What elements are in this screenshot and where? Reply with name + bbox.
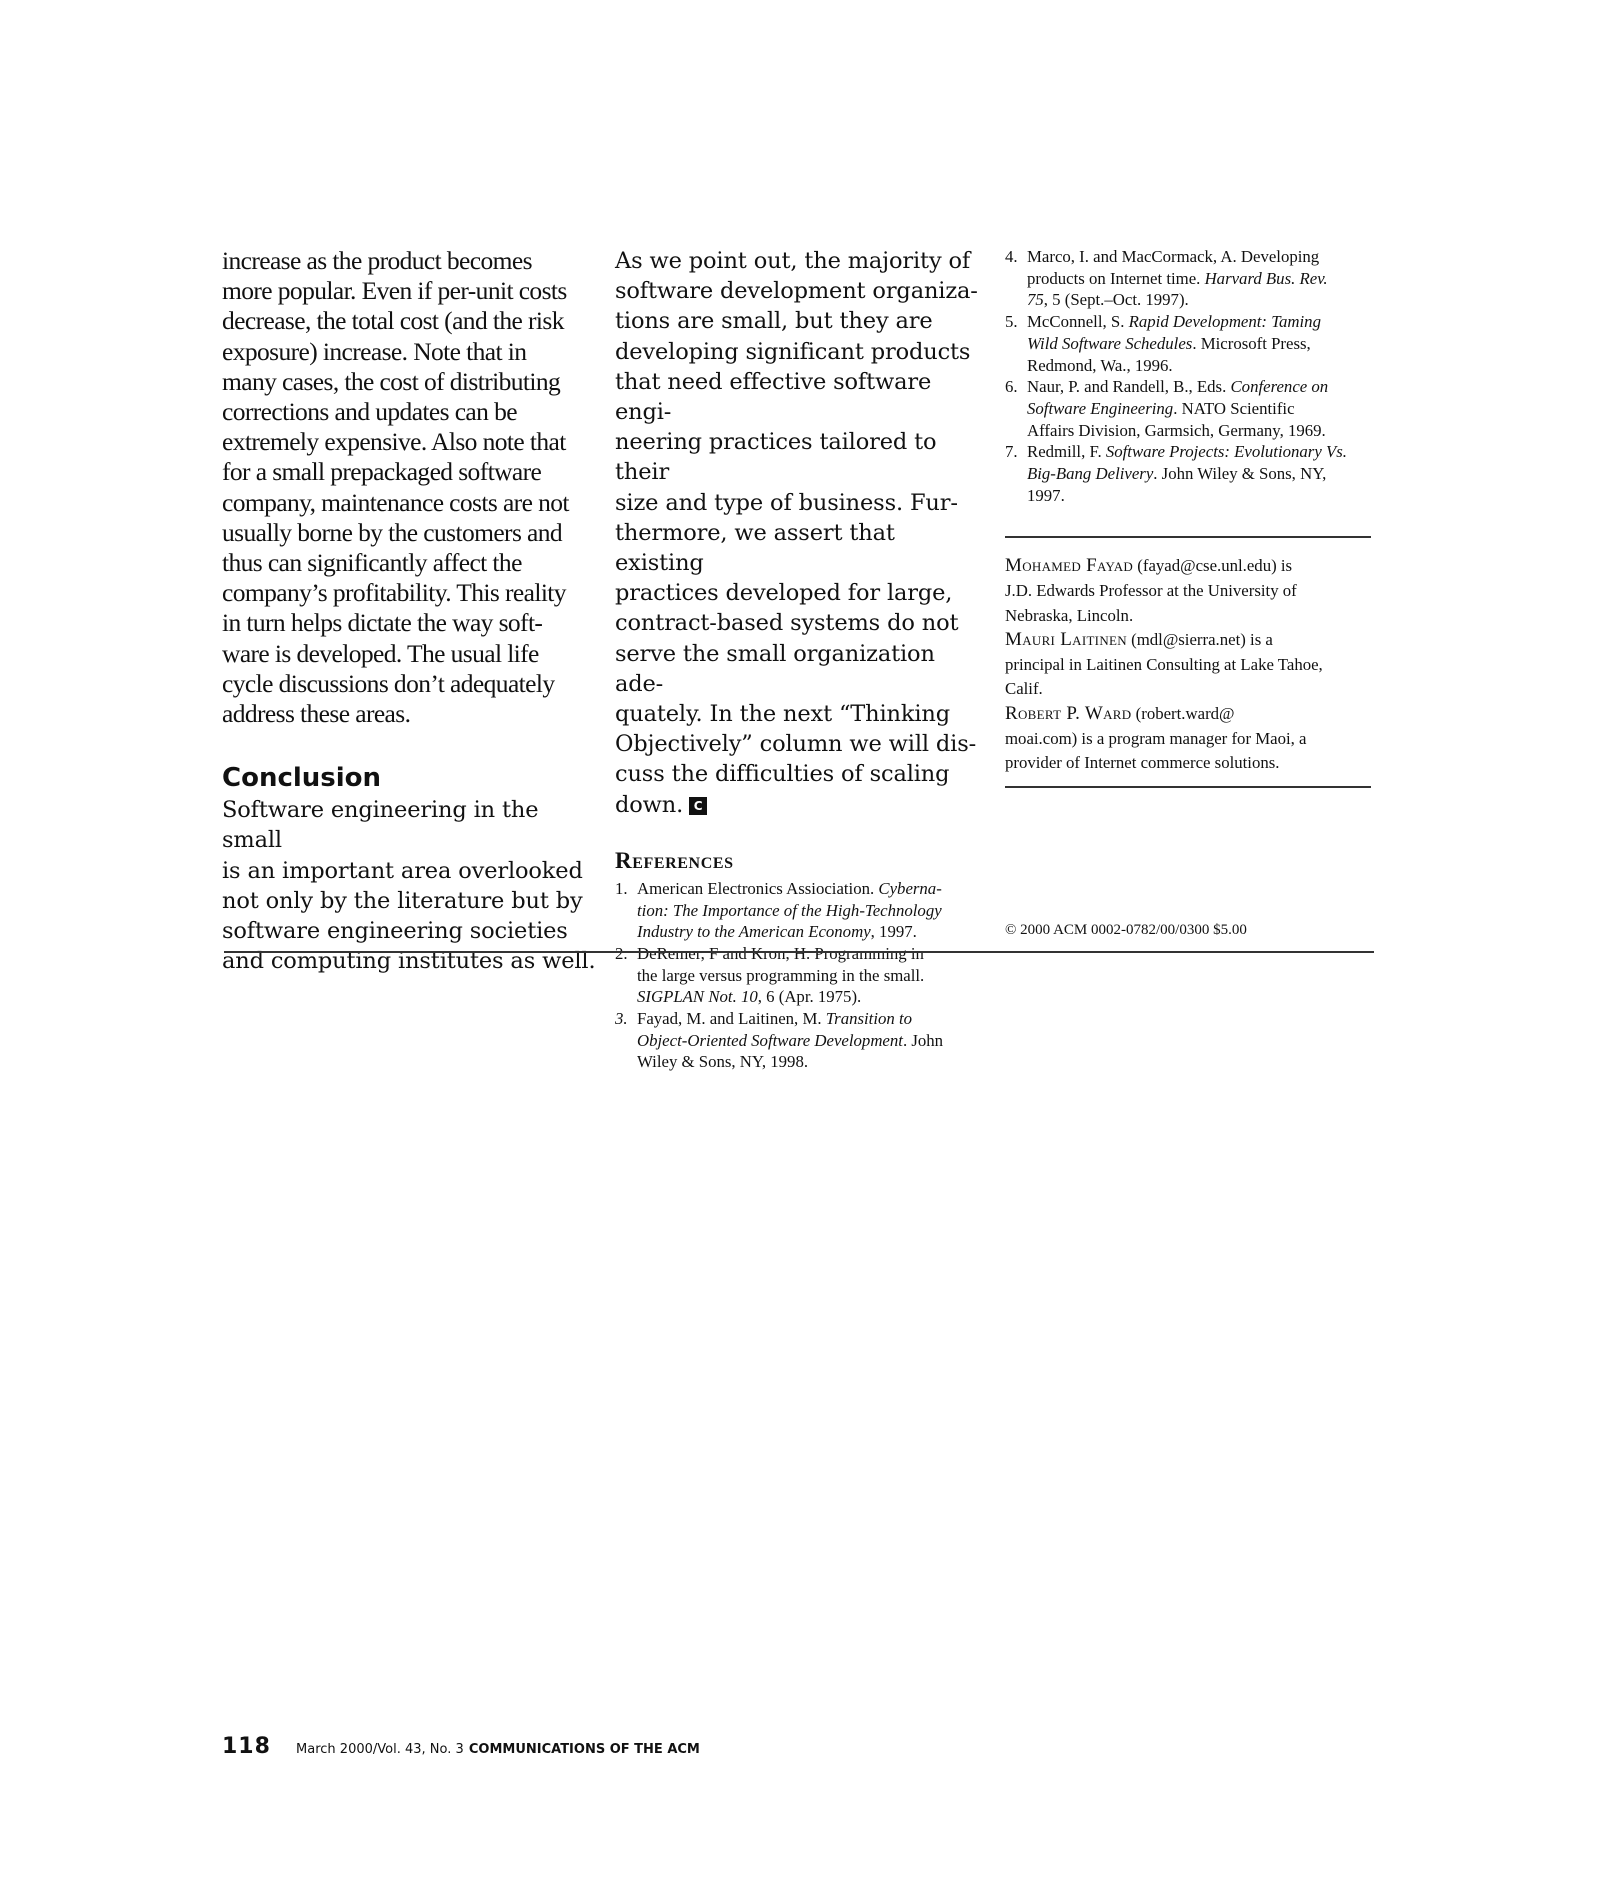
references-heading: References — [615, 847, 734, 873]
text-line: not only by the literature but by — [222, 887, 583, 914]
reference-text: Redmond, Wa., 1996. — [1027, 355, 1173, 375]
reference-text: Naur, P. and Randell, B., Eds. — [1027, 377, 1231, 397]
reference-number: 5. — [1005, 312, 1018, 332]
reference-text: Transition to — [825, 1009, 913, 1029]
author-name: Mohamed Fayad — [1005, 555, 1134, 577]
end-of-article-icon: C — [689, 797, 707, 815]
reference-list — [615, 878, 985, 1073]
reference-text: . John — [902, 1030, 944, 1050]
reference-text: Harvard Bus. Rev. — [1204, 268, 1328, 288]
reference-text: tion: The Importance of the High-Technology — [637, 900, 942, 920]
text-line: company, maintenance costs are not — [222, 487, 569, 517]
bio-text: J.D. Edwards Professor at the University of — [1005, 581, 1297, 601]
reference-text: 75 — [1027, 290, 1044, 310]
text-line: usually borne by the customers and — [222, 517, 563, 547]
reference-text: Industry to the American Economy — [637, 922, 871, 942]
bio-text: provider of Internet commerce solutions. — [1005, 753, 1280, 773]
text-line: software development organiza- — [615, 278, 978, 305]
text-line: developing significant products — [615, 338, 971, 365]
reference-text: Redmill, F. — [1027, 442, 1106, 462]
reference-list-continued — [1005, 246, 1371, 506]
text-line: ware is developed. The usual life — [222, 638, 539, 668]
text-line: practices developed for large, — [615, 580, 953, 607]
text-line: company’s profitability. This reality — [222, 578, 566, 608]
author-name: Mauri Laitinen — [1005, 629, 1127, 651]
reference-text: 1997. — [1027, 485, 1065, 505]
reference-text: Big-Bang Delivery — [1027, 464, 1154, 484]
text-line: in turn helps dictate the way soft- — [222, 608, 543, 638]
page-number: 118 — [222, 1734, 271, 1759]
reference-text: products on Internet time. — [1027, 268, 1205, 288]
reference-item — [1005, 441, 1371, 506]
reference-text: Marco, I. and MacCormack, A. Developing — [1027, 247, 1320, 266]
divider — [1005, 536, 1371, 538]
text-line: more popular. Even if per-unit costs — [222, 276, 567, 306]
text-line: corrections and updates can be — [222, 397, 517, 427]
reference-text: McConnell, S. — [1027, 312, 1129, 332]
text-line: quately. In the next “Thinking — [615, 701, 951, 728]
text-line: contract-based systems do not — [615, 610, 959, 637]
text-line: that need effective software engi- — [615, 368, 932, 426]
reference-text: American Electronics Assiociation. — [637, 878, 879, 898]
text-line: Software engineering in the small — [222, 797, 539, 854]
reference-item — [615, 1008, 985, 1073]
author-name: Robert P. Ward — [1005, 703, 1132, 724]
text-line: Objectively” column we will dis- — [615, 731, 977, 758]
bio-text: (fayad@cse.unl.edu) is — [1133, 556, 1293, 576]
reference-text: Wild Software Schedules — [1027, 333, 1193, 353]
bottom-rule — [224, 951, 1374, 953]
author-bio — [1005, 554, 1371, 628]
column-left — [222, 246, 600, 976]
reference-item — [1005, 311, 1371, 376]
issue-info: March 2000/Vol. 43, No. 3 — [296, 1742, 464, 1757]
reference-text: , 5 (Sept.–Oct. 1997). — [1043, 290, 1189, 310]
reference-text: Software Projects: Evolutionary Vs. — [1105, 442, 1347, 462]
reference-text: Software Engineering — [1027, 398, 1174, 418]
reference-text: . NATO Scientific — [1173, 398, 1295, 418]
text-line: thus can significantly affect the — [222, 548, 522, 578]
reference-text: . Microsoft Press, — [1192, 333, 1311, 353]
text-line: increase as the product becomes — [222, 246, 532, 275]
text-line: serve the small organization ade- — [615, 640, 935, 697]
text-line: extremely expensive. Also note that — [222, 427, 566, 457]
bio-text: principal in Laitinen Consulting at Lake Tahoe, — [1005, 654, 1323, 674]
text-line: address these areas. — [222, 699, 411, 729]
text-line: is an important area overlooked — [222, 857, 583, 884]
reference-item — [615, 878, 985, 943]
reference-number: 7. — [1005, 442, 1018, 462]
journal-name: COMMUNICATIONS OF THE ACM — [468, 1742, 700, 1757]
reference-text: the large versus programming in the small. — [637, 965, 925, 985]
reference-text: Cyberna- — [878, 878, 942, 898]
bio-text: moai.com) is a program manager for Maoi, a — [1005, 728, 1307, 748]
reference-text: . John Wiley & Sons, NY, — [1153, 464, 1327, 484]
reference-number: 6. — [1005, 377, 1018, 397]
reference-text: , 6 (Apr. 1975). — [757, 987, 862, 1007]
reference-text: Conference on — [1230, 377, 1329, 397]
reference-text: , 1997. — [870, 922, 917, 942]
reference-text: Object-Oriented Software Development — [637, 1030, 903, 1050]
reference-text: SIGPLAN Not. 10 — [637, 987, 758, 1007]
reference-text: Affairs Division, Garmsich, Germany, 1969. — [1027, 420, 1326, 440]
reference-number: 1. — [615, 878, 628, 898]
conclusion-paragraph — [222, 795, 600, 976]
section-heading: Conclusion — [222, 763, 382, 794]
reference-number: 4. — [1005, 247, 1018, 266]
bio-text: (mdl@sierra.net) is a — [1126, 630, 1273, 650]
text-line: neering practices tailored to their — [615, 429, 937, 486]
text-line: thermore, we assert that existing — [615, 519, 895, 577]
bio-text: Calif. — [1005, 679, 1043, 699]
reference-item — [1005, 376, 1371, 441]
reference-item — [1005, 246, 1371, 311]
text-line: size and type of business. Fur- — [615, 489, 958, 516]
column-right — [1005, 246, 1371, 788]
text-line: cycle discussions don’t adequately — [222, 668, 555, 698]
reference-text: Rapid Development: Taming — [1128, 312, 1321, 332]
text-line: decrease, the total cost (and the risk — [222, 306, 564, 336]
column-middle — [615, 246, 985, 1073]
author-bio — [1005, 628, 1371, 702]
author-bios — [1005, 554, 1371, 775]
text-line: down. — [615, 791, 684, 818]
copyright-notice: © 2000 ACM 0002-0782/00/0300 $5.00 — [1005, 922, 1247, 938]
reference-text: Fayad, M. and Laitinen, M. — [637, 1009, 826, 1029]
text-line: As we point out, the majority of — [615, 248, 971, 274]
text-line: many cases, the cost of distributing — [222, 366, 561, 396]
bio-text: (robert.ward@ — [1131, 704, 1235, 723]
text-line: and computing institutes as well. — [222, 948, 596, 975]
reference-number: 2. — [615, 943, 628, 963]
text-line: software engineering societies — [222, 918, 568, 945]
body-paragraph — [615, 246, 985, 820]
text-line: tions are small, but they are — [615, 308, 933, 335]
body-paragraph — [222, 246, 600, 729]
text-line: cuss the difficulties of scaling — [615, 761, 950, 788]
reference-text: DeRemer, F and Kron, H. Programming in — [637, 943, 924, 963]
text-line: exposure) increase. Note that in — [222, 336, 527, 366]
divider — [1005, 786, 1371, 788]
reference-text: Wiley & Sons, NY, 1998. — [637, 1052, 809, 1072]
bio-text: Nebraska, Lincoln. — [1005, 605, 1134, 625]
page-footer — [222, 1734, 700, 1759]
reference-number: 3. — [615, 1009, 628, 1029]
author-bio — [1005, 702, 1371, 776]
text-line: for a small prepackaged software — [222, 457, 542, 487]
